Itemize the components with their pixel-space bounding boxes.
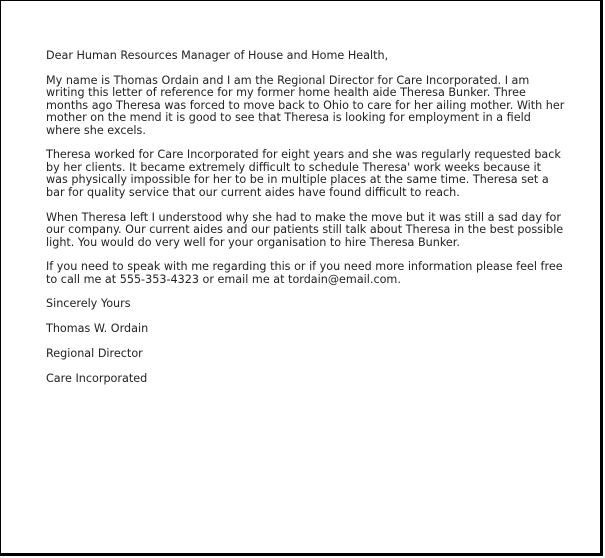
paragraph-contact: If you need to speak with me regarding this or if you need more information please feel free to call me at 555-353-4323 or email me at tordain@email.com. bbox=[46, 260, 563, 286]
salutation: Dear Human Resources Manager of House and Home Health, bbox=[46, 49, 389, 62]
paragraph-work-history: Theresa worked for Care Incorporated for eight years and she was regularly requested back by her clients. It became extremely difficult to schedule Theresa' work weeks because it was physically impossible for her to be in multiple places at the same time. Theresa set a bar for quality service that our current aides have found difficult to reach. bbox=[46, 148, 561, 199]
paragraph-introduction: My name is Thomas Ordain and I am the Regional Director for Care Incorporated. I am writing this letter of reference for my former home health aide Theresa Bunker. Three months ago Theresa was forced to move back to Ohio to care for her ailing mother. With her mother on the mend it is good to see that Theresa is looking for employment in a field where she excels. bbox=[46, 73, 565, 137]
paragraph-departure: When Theresa left I understood why she had to make the move but it was still a sad day for our company. Our current aides and our patients still talk about Theresa in the best possible light. You would do very well for your organisation to hire Theresa Bunker. bbox=[46, 210, 564, 249]
signature-name: Thomas W. Ordain bbox=[46, 322, 149, 336]
signature-company: Care Incorporated bbox=[46, 371, 148, 385]
letter-body bbox=[46, 50, 566, 397]
closing: Sincerely Yours bbox=[46, 297, 131, 311]
signature-title: Regional Director bbox=[46, 346, 143, 360]
